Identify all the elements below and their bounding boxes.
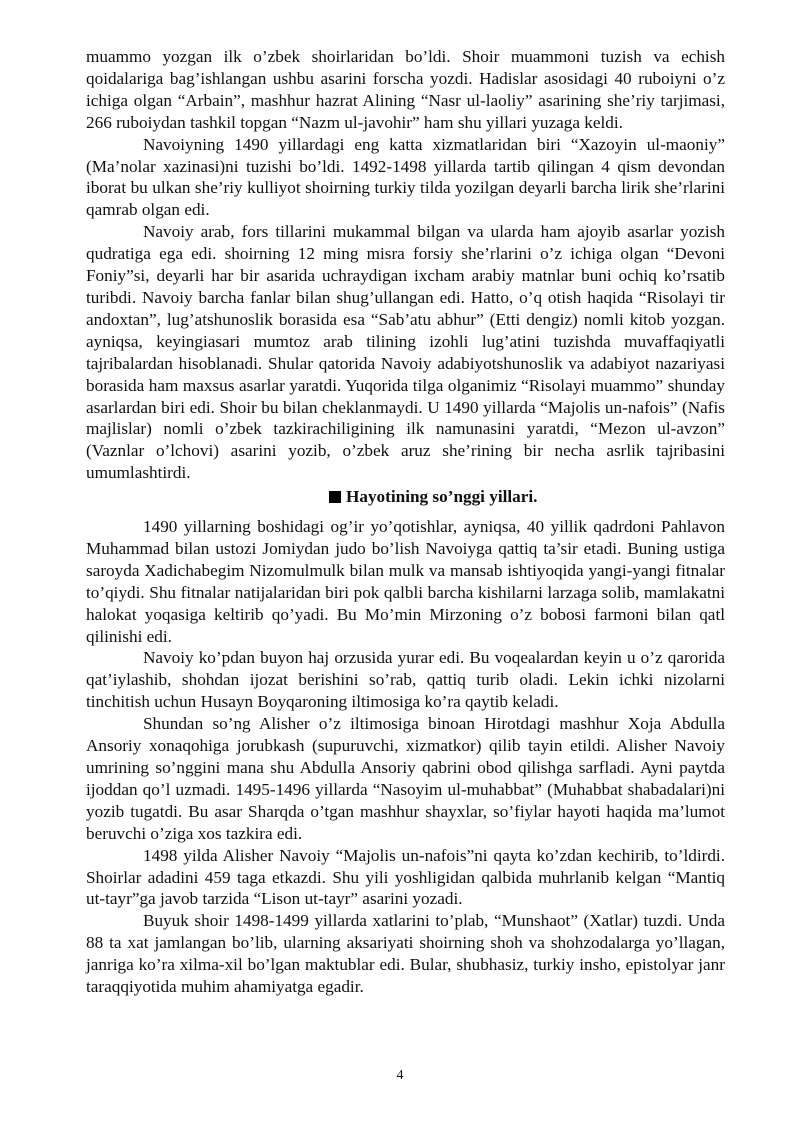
section-heading: [86, 486, 725, 508]
paragraph: 1490 yillarning boshidagi og’ir yo’qotishlar, ayniqsa, 40 yillik qadrdoni Pahlavon Muhammad bilan ustozi Jomiydan judo bo’lish Navoiyga qattiq ta’sir etadi. Buning ustiga saroyda Xadichabegim Nizomulmulk bilan mulk va mansab ishtiyoqida yangi-yangi fitnalar to’qiydi. Shu fitnalar natijalaridan biri pok qalbli barcha kishilarni larzaga solib, mamlakatni halokat yoqasiga keltirib qo’yadi. Bu Mo’min Mirzoning o’z bobosi farmoni bilan qatl qilinishi edi.: [86, 517, 725, 646]
paragraph: Navoiyning 1490 yillardagi eng katta xizmatlaridan biri “Xazoyin ul-maoniy” (Ma’nolar xazinasi)ni tuzishi bo’ldi. 1492-1498 yillarda tartib qilingan 4 qism devondan iborat bu ulkan she’riy kulliyot shoirning turkiy tilda yozilgan deyarli barcha lirik she’rlarini qamrab olgan edi.: [86, 134, 725, 220]
paragraph: Navoiy arab, fors tillarini mukammal bilgan va ularda ham ajoyib asarlar yozish qudratiga ega edi. shoirning 12 ming misra forsiy she’rlarini o’z ichiga olgan “Devoni Foniy”si, deyarli har bir asarida uchraydigan ixcham arabiy matnlar buni ochiq ko’rsatib turibdi. Navoiy barcha fanlar bilan shug’ullangan edi. Hatto, o’q otish haqida “Risolayi tir andoxtan”, lug’atshunoslik borasida esa “Sab’atu abhur” (Etti dengiz) nomli kitob yozgan. ayniqsa, keyingiasari mumtoz arab tilining izohli lug’atini tuzishda muvaffaqiyatli tajribalardan hisoblanadi. Shular qatorida Navoiy adabiyotshunoslik va adabiyot nazariyasi borasida ham maxsus asarlar yaratdi. Yuqorida tilga olganimiz “Risolayi muammo” shunday asarlardan biri edi. Shoir bu bilan cheklanmaydi. U 1490 yillarda “Majolis un-nafois” (Nafis majlislar) nomli o’zbek tazkirachiligining ilk namunasini yaratdi, “Mezon ul-avzon” (Vaznlar o’lchovi) asarini yozib, o’zbek aruz she’rining bir necha asrlik tajribasini umumlashtirdi.: [86, 222, 725, 483]
paragraph: Navoiy ko’pdan buyon haj orzusida yurar edi. Bu voqealardan keyin u o’z qarorida qat’iylashib, shohdan ijozat berishini so’rab, qattiq turib oladi. Lekin ichki nizolarni tinchitish uchun Husayn Boyqaroning iltimosiga ko’ra qaytib keladi.: [86, 648, 725, 712]
square-bullet-icon: [329, 491, 341, 503]
paragraph: muammo yozgan ilk o’zbek shoirlaridan bo’ldi. Shoir muammoni tuzish va echish qoidalariga bag’ishlangan ushbu asarini forscha yozdi. Hadislar asosidagi 40 ruboiyni o’z ichiga olgan “Arbain”, mashhur hazrat Alining “Nasr ul-laoliy” asarining she’riy tarjimasi, 266 ruboiydan tashkil topgan “Nazm ul-javohir” ham shu yillari yuzaga keldi.: [86, 47, 725, 132]
paragraph: Buyuk shoir 1498-1499 yillarda xatlarini to’plab, “Munshaot” (Xatlar) tuzdi. Unda 88 ta xat jamlangan bo’lib, ularning aksariyati shoirning shoh va shohzodalarga yo’llagan, janriga ko’ra xilma-xil bo’lgan maktublar edi. Bular, shubhasiz, turkiy insho, epistolyar janr taraqqiyotida muhim ahamiyatga egadir.: [86, 911, 725, 997]
page-number: 4: [396, 1068, 404, 1083]
paragraph: 1498 yilda Alisher Navoiy “Majolis un-nafois”ni qayta ko’zdan kechirib, to’ldirdi. Shoirlar adadini 459 taga etkazdi. Shu yili yoshligidan qalbida muhrlanib kelgan “Mantiq ut-tayr”ga javob tarzida “Lison ut-tayr” asarini yozadi.: [86, 845, 725, 909]
document-page: [86, 46, 725, 998]
section-heading-text: Hayotining so’nggi yillari.: [346, 487, 538, 507]
paragraph: Shundan so’ng Alisher o’z iltimosiga binoan Hirotdagi mashhur Xoja Abdulla Ansoriy xonaqohiga jorubkash (supuruvchi, xizmatkor) qilib tayin etildi. Alisher Navoiy umrining so’nggini mana shu Abdulla Ansoriy qabrini obod qilishga sarfladi. Ayni paytda ijoddan qo’l uzmadi. 1495-1496 yillarda “Nasoyim ul-muhabbat” (Muhabbat shabadalari)ni yozib tugatdi. Bu asar Sharqda o’tgan mashhur shayxlar, so’fiylar hayoti haqida ma’lumot beruvchi o’ziga xos tazkira edi.: [86, 714, 725, 843]
